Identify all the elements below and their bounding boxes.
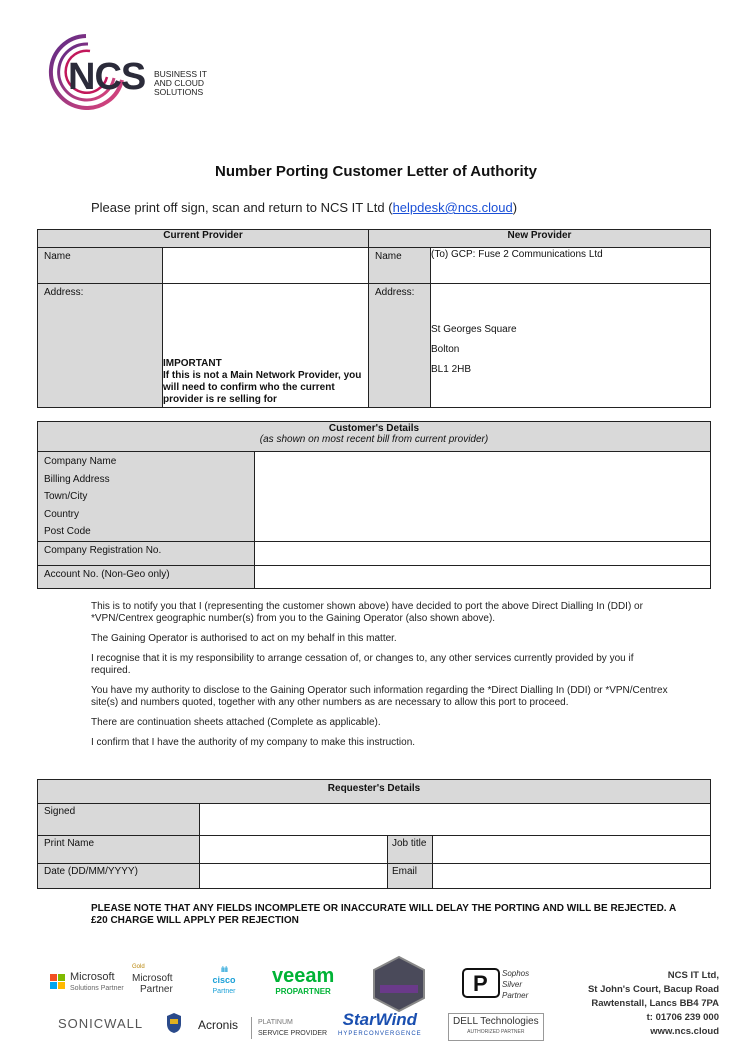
print-name-field[interactable] <box>200 836 388 864</box>
statement: I recognise that it is my responsibility to arrange cessation of, or changes to, any other services currently provided by you if required. <box>91 653 634 676</box>
business-partner-badge-icon <box>370 955 428 1013</box>
current-provider-header: Current Provider <box>38 230 369 248</box>
veeam-propartner-logo: veeam PROPARTNER <box>272 965 335 996</box>
post-code-label: Post Code <box>44 526 91 538</box>
important-note: If this is not a Main Network Provider, you will need to confirm who the current provider is re selling for <box>163 370 362 405</box>
requester-table <box>37 779 711 889</box>
acronis-logo: Acronis <box>198 1018 239 1032</box>
helpdesk-email-link[interactable]: helpdesk@ncs.cloud <box>392 200 513 215</box>
date-label: Date (DD/MM/YYYY) <box>38 864 200 889</box>
microsoft-icon <box>50 974 66 990</box>
sonicwall-logo: SONICWALL <box>58 1016 144 1031</box>
instruction-text: Please print off sign, scan and return to NCS IT Ltd (helpdesk@ncs.cloud) <box>91 200 518 215</box>
svg-text:P: P <box>473 971 488 996</box>
current-address-label: Address: <box>38 284 163 408</box>
new-name-label: Name <box>369 248 431 284</box>
microsoft-solutions-partner-logo: Microsoft Solutions Partner <box>50 972 124 994</box>
email-label: Email <box>388 864 433 889</box>
microsoft-gold-partner-logo: Gold Microsoft Partner <box>132 964 173 995</box>
new-name-value: (To) GCP: Fuse 2 Communications Ltd <box>431 248 711 284</box>
sophos-silver-partner-logo: P Sophos Silver Partner <box>462 968 529 1001</box>
provider-table <box>37 229 711 408</box>
cisco-bars-icon: ılıılı <box>220 965 228 974</box>
company-address: NCS IT Ltd, St John's Court, Bacup Road Rawtenstall, Lancs BB4 7PA t: 01706 239 000 www.ncs.cloud <box>587 970 719 1037</box>
acronis-tier-label: PLATINUM SERVICE PROVIDER <box>251 1017 327 1039</box>
logo-tagline: BUSINESS IT AND CLOUD SOLUTIONS <box>154 69 207 97</box>
authority-statements <box>91 601 671 757</box>
new-address-label: Address: <box>369 284 431 408</box>
current-name-label: Name <box>38 248 163 284</box>
signed-label: Signed <box>38 804 200 836</box>
billing-address-label: Billing Address <box>44 473 110 485</box>
page-title: Number Porting Customer Letter of Authority <box>215 163 537 180</box>
sophos-p-icon <box>462 968 500 998</box>
starwind-logo: StarWind HYPERCONVERGENCE <box>338 1010 422 1037</box>
town-city-label: Town/City <box>44 491 88 503</box>
country-label: Country <box>44 508 80 520</box>
requester-header: Requester's Details <box>38 780 711 804</box>
current-address-field[interactable] <box>163 284 369 408</box>
current-name-field[interactable] <box>163 248 369 284</box>
email-field[interactable] <box>433 864 711 889</box>
signed-field[interactable] <box>200 804 711 836</box>
statement: There are continuation sheets attached (Complete as applicable). <box>91 717 381 728</box>
company-reg-label: Company Registration No. <box>38 541 255 565</box>
cisco-partner-logo: ılıılı cisco Partner <box>206 964 242 997</box>
customer-header: Customer's Details (as shown on most recent bill from current provider) <box>38 422 711 452</box>
phone-number: t: 01706 239 000 <box>646 1012 719 1023</box>
dell-technologies-partner-logo: DELL Technologies AUTHORIZED PARTNER <box>448 1013 544 1041</box>
rejection-warning: PLEASE NOTE THAT ANY FIELDS INCOMPLETE OR INACCURATE WILL DELAY THE PORTING AND WILL BE REJECTED. A £20 CHARGE WILL APPLY PER REJECTION <box>91 903 676 926</box>
statement: You have my authority to disclose to the Gaining Operator such information regarding the *Direct Dialling In (DDI) or *VPN/Centrex site(s) and numbers quoted, together with any other numbers as are necessary to allow this port to proceed. <box>91 685 668 708</box>
customer-address-field[interactable] <box>255 452 711 542</box>
job-title-label: Job title <box>388 836 433 864</box>
statement: The Gaining Operator is authorised to act on my behalf in this matter. <box>91 633 397 644</box>
logo-text: NCS <box>68 56 146 98</box>
website-link[interactable]: www.ncs.cloud <box>650 1026 719 1037</box>
new-provider-header: New Provider <box>369 230 711 248</box>
job-title-field[interactable] <box>433 836 711 864</box>
company-reg-field[interactable] <box>255 541 711 565</box>
shield-badge-icon <box>166 1012 182 1034</box>
date-field[interactable] <box>200 864 388 889</box>
account-no-field[interactable] <box>255 565 711 588</box>
customer-table <box>37 421 711 589</box>
customer-address-labels <box>38 452 255 542</box>
account-no-label: Account No. (Non-Geo only) <box>38 565 255 588</box>
important-title: IMPORTANT <box>163 358 222 369</box>
statement: This is to notify you that I (representing the customer shown above) have decided to port the above Direct Dialling In (DDI) or *VPN/Centrex geographic number(s) from you to the Gaining Operator (also shown above). <box>91 601 643 624</box>
new-address-value: St Georges Square Bolton BL1 2HB <box>431 284 711 408</box>
statement: I confirm that I have the authority of my company to make this instruction. <box>91 737 416 748</box>
company-name-label: Company Name <box>44 456 117 467</box>
print-name-label: Print Name <box>38 836 200 864</box>
